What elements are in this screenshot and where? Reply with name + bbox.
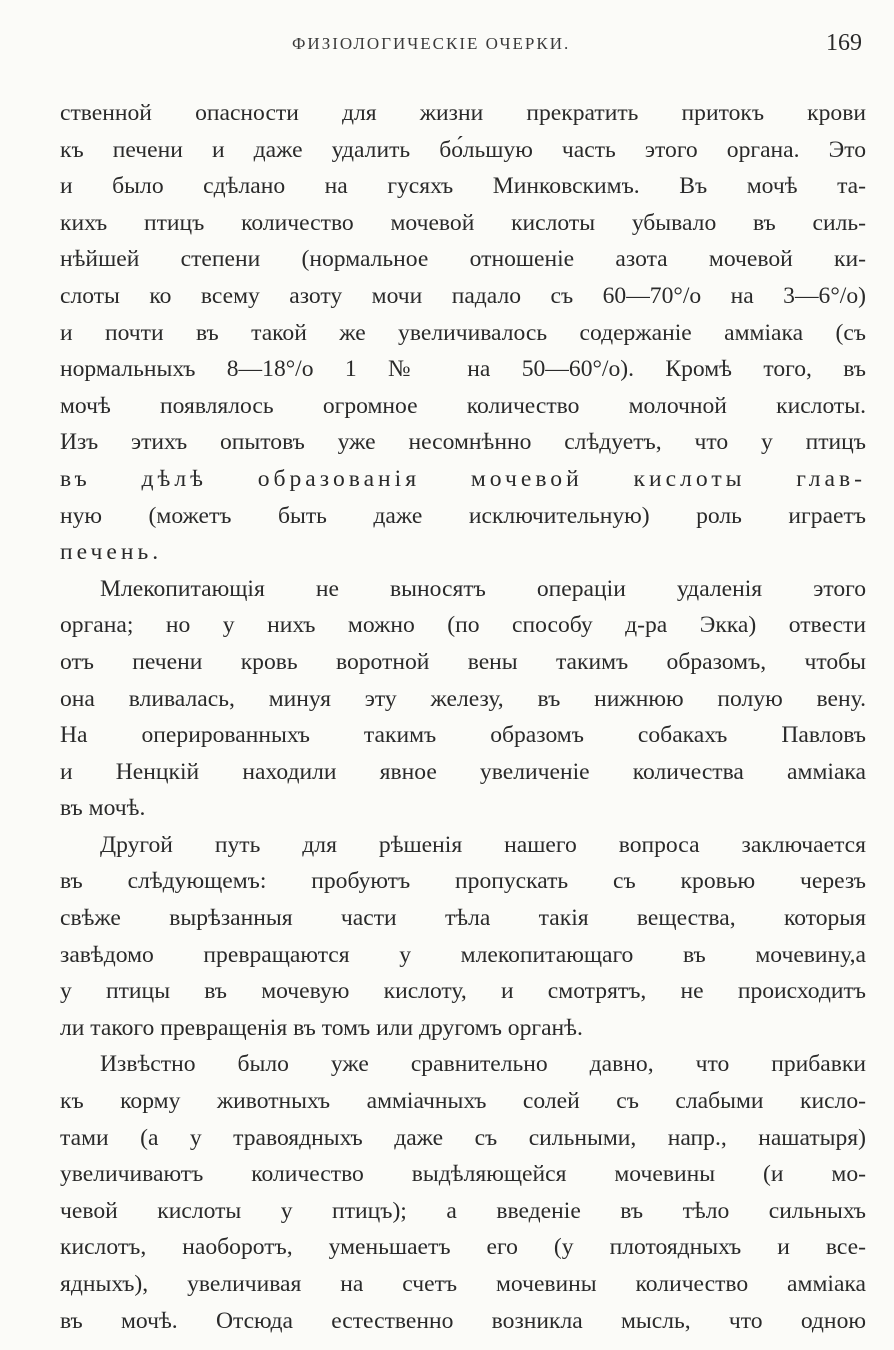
paragraph: [60, 1046, 866, 1339]
text-line: органа; но у нихъ можно (по способу д-ра Экка) отвести: [60, 612, 866, 639]
text-line: ственной опасности для жизни прекратить притокъ крови: [60, 100, 866, 126]
text-line: нѣйшей степени (нормальное отношенiе азота мочевой ки-: [60, 246, 866, 273]
text-line: въ слѣдующемъ: пробуютъ пропускать съ кровью черезъ: [60, 868, 866, 895]
text-line: завѣдомо превращаются у млекопитающаго въ мочевину,а: [60, 941, 866, 968]
paragraph: [60, 827, 866, 1047]
text-line: Млекопитающiя не выносятъ операцiи удаленiя этого: [100, 575, 866, 602]
text-line: тами (а у травоядныхъ даже съ сильными, напр., нашатыря): [60, 1124, 866, 1151]
text-line: у птицы въ мочевую кислоту, и смотрятъ, не происходитъ: [60, 978, 866, 1005]
text-line: Изъ этихъ опытовъ уже несомнѣнно слѣдуетъ, что у птицъ: [60, 429, 866, 456]
text-line: отъ печени кровь воротной вены такимъ образомъ, чтобы: [60, 648, 866, 675]
text-line: свѣже вырѣзанныя части тѣла такiя вещества, которыя: [60, 905, 866, 932]
text-line: Извѣстно было уже сравнительно давно, что прибавки: [100, 1051, 866, 1078]
text-line: На оперированныхъ такимъ образомъ собакахъ Павловъ: [60, 722, 866, 749]
text-line: слоты ко всему азоту мочи падало съ 60—70°/o на 3—6°/o): [60, 282, 866, 309]
text-line: въ мочѣ.: [60, 795, 146, 822]
paragraph: [60, 95, 866, 571]
text-line: къ корму животныхъ амміачныхъ солей съ слабыми кисло-: [60, 1088, 866, 1115]
text-line: кихъ птицъ количество мочевой кислоты убывало въ силь-: [60, 209, 866, 236]
text-line: нормальныхъ 8—18°/o 1 № на 50—60°/o). Кромѣ того, въ: [60, 356, 866, 383]
text-line: ядныхъ), увеличивая на счетъ мочевины количество амміака: [60, 1271, 866, 1297]
text-line: кислотъ, наоборотъ, уменьшаетъ его (у плотоядныхъ и все-: [60, 1234, 866, 1261]
page-number: 169: [826, 30, 862, 56]
running-title: ФИЗIОЛОГИЧЕСКIЕ ОЧЕРКИ.: [292, 34, 571, 53]
text-line: ли такого превращенiя въ томъ или другомъ органѣ.: [60, 1014, 583, 1041]
text-line: печень.: [60, 539, 163, 566]
page-body: [60, 95, 866, 1339]
text-line: къ печени и даже удалить бо́льшую часть этого органа. Это: [60, 136, 866, 163]
text-line: Другой путь для рѣшенiя нашего вопроса заключается: [100, 831, 866, 858]
text-line: увеличиваютъ количество выдѣляющейся мочевины (и мо-: [60, 1161, 866, 1188]
paragraph: [60, 571, 866, 827]
text-line: ную (можетъ быть даже исключительную) роль играетъ: [60, 502, 866, 529]
text-line: и было сдѣлано на гусяхъ Минковскимъ. Въ мочѣ та-: [60, 173, 866, 200]
text-line: въ мочѣ. Отсюда естественно возникла мысль, что одною: [60, 1307, 866, 1334]
text-line: въ дѣлѣ образованiя мочевой кислоты глав-: [60, 465, 866, 492]
text-line: она вливалась, минуя эту железу, въ нижнюю полую вену.: [60, 685, 866, 712]
text-line: мочѣ появлялось огромное количество молочной кислоты.: [60, 392, 866, 419]
text-line: и Ненцкiй находили явное увеличенiе количества амміака: [60, 758, 866, 785]
text-line: и почти въ такой же увеличивалось содержанiе амміака (съ: [60, 319, 866, 346]
text-line: чевой кислоты у птицъ); а введенiе въ тѣло сильныхъ: [60, 1197, 866, 1224]
page-header: [60, 30, 862, 64]
